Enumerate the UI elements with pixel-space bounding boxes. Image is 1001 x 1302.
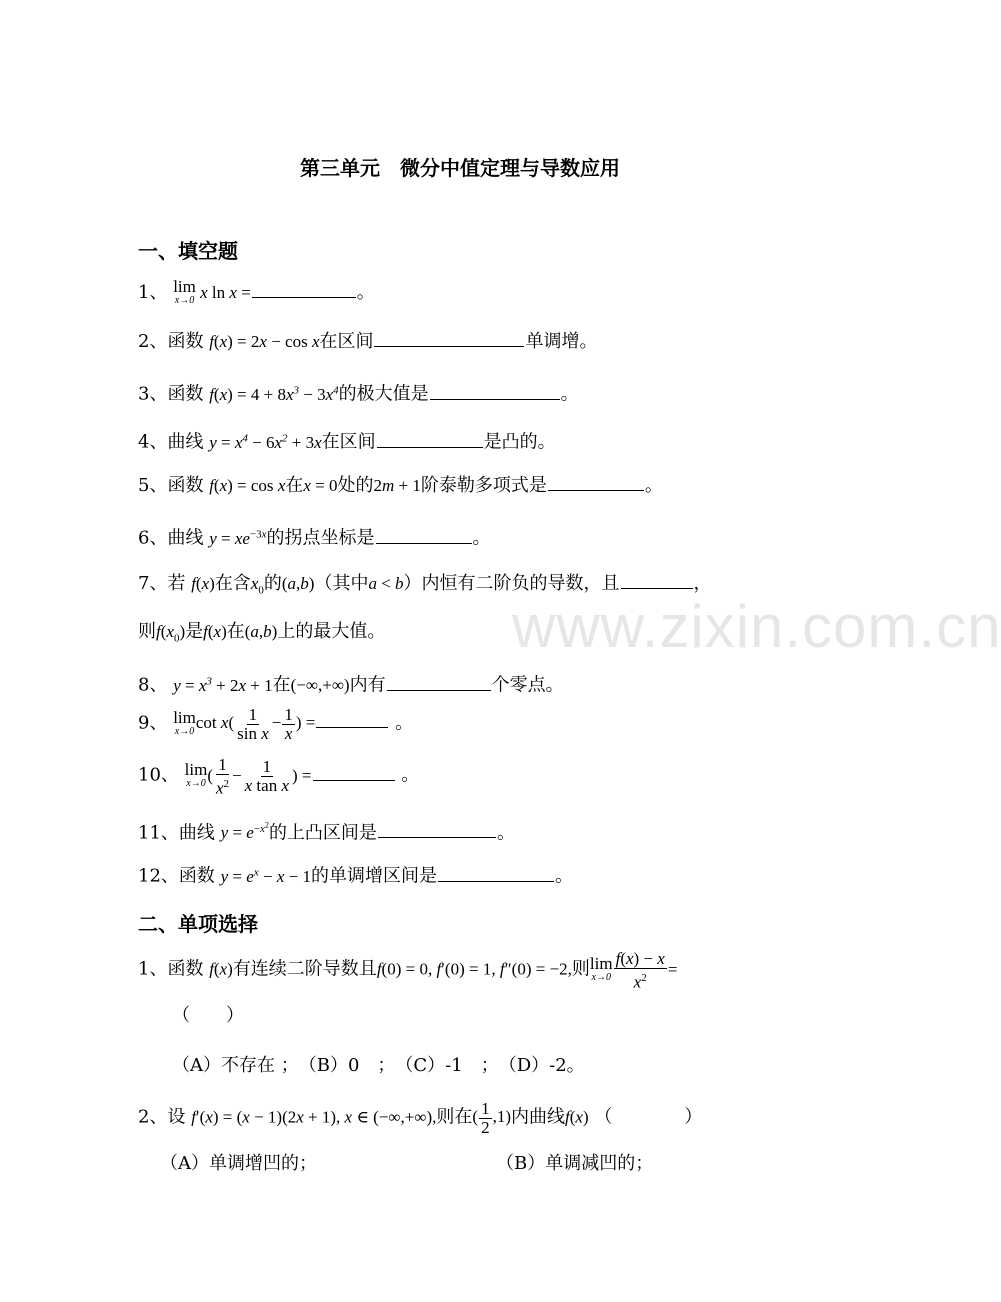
answer-blank[interactable] bbox=[252, 281, 356, 298]
section-heading-fill: 一、填空题 bbox=[138, 239, 238, 263]
answer-blank[interactable] bbox=[378, 821, 496, 838]
fill-question-4: 4、曲线 $y = x^4 - 6x^2 + 3x$在区间 是凸的。 bbox=[138, 431, 556, 453]
answer-blank[interactable] bbox=[316, 711, 388, 728]
answer-blank[interactable] bbox=[376, 527, 472, 544]
answer-blank[interactable] bbox=[387, 674, 491, 691]
fill-question-11: 11、曲线 $y = e^{-x^2}$的上凸区间是 。 bbox=[138, 820, 515, 844]
fill-question-7-cont: 则$f(x_0)$是f(x)在(a,b)上的最大值。 bbox=[138, 621, 386, 645]
fill-question-5: 5、函数 f(x) = cos x在x = 0处的2m + 1阶泰勒多项式是 。 bbox=[138, 475, 663, 496]
answer-blank[interactable] bbox=[548, 474, 644, 491]
section-heading-choice: 二、单项选择 bbox=[138, 912, 258, 936]
choice-question-1-options: （A）不存在 ； （B）0 ； （C）-1 ； （D）-2。 bbox=[172, 1055, 585, 1076]
answer-blank[interactable] bbox=[377, 431, 483, 448]
fill-question-1: 1、 lim x→0 x ln x = 。 bbox=[138, 277, 375, 306]
answer-blank[interactable] bbox=[313, 764, 395, 781]
watermark: www.zixin.com.cn bbox=[512, 593, 1001, 660]
fill-question-8: 8、 $y = x^3 + 2x + 1$在(−∞,+∞)内有 个零点。 bbox=[138, 674, 564, 696]
fill-question-12: 12、函数 $y = e^x - x - 1$的单调增区间是 。 bbox=[138, 865, 573, 887]
fill-question-3: 3、函数 $f(x) = 4 + 8x^3 - 3x^4$的极大值是 。 bbox=[138, 383, 579, 405]
choice-question-2-option-b: （B）单调减凹的； bbox=[496, 1153, 654, 1174]
choice-question-2: 2、设 f′(x) = (x − 1)(2x + 1), x ∈ (−∞,+∞),则在( $\frac{1}{2}$ ,1)内曲线f(x) （ ） bbox=[138, 1099, 703, 1137]
answer-blank[interactable] bbox=[621, 572, 693, 589]
fill-question-9: 9、 lim x→0 cot x( $\frac{1}{\text{sin x}}$ − $\frac{1}{x}$ ) = 。 bbox=[138, 705, 414, 743]
fill-question-10: 10、 lim x→0 ( $\frac{1}{x^2}$ − $\frac{1}{\text{x tan x}}$ ) = 。 bbox=[138, 755, 420, 798]
choice-question-1: 1、函数 f(x)有连续二阶导数且f(0) = 0, f′(0) = 1, f″(0) = −2,则 lim x→0 $\frac{f(x) - x}{x^2}$ = bbox=[138, 949, 678, 992]
answer-blank[interactable] bbox=[374, 330, 524, 347]
fill-question-7: 7、若 f(x)在含$x_0$的(a,b)（其中a < b）内恒有二阶负的导数，且 ， bbox=[138, 573, 712, 597]
fill-question-6: 6、曲线 $y = xe^{-3x}$的拐点坐标是 。 bbox=[138, 527, 491, 549]
answer-blank[interactable] bbox=[438, 865, 554, 882]
choice-question-2-option-a: （A）单调增凹的； bbox=[160, 1153, 317, 1174]
answer-blank[interactable] bbox=[430, 383, 560, 400]
fill-question-2: 2、函数 f(x) = 2x − cos x在区间 单调增。 bbox=[138, 331, 598, 352]
choice-question-1-paren: （ ） bbox=[172, 1005, 244, 1026]
page-title: 第三单元 微分中值定理与导数应用 bbox=[300, 156, 620, 180]
